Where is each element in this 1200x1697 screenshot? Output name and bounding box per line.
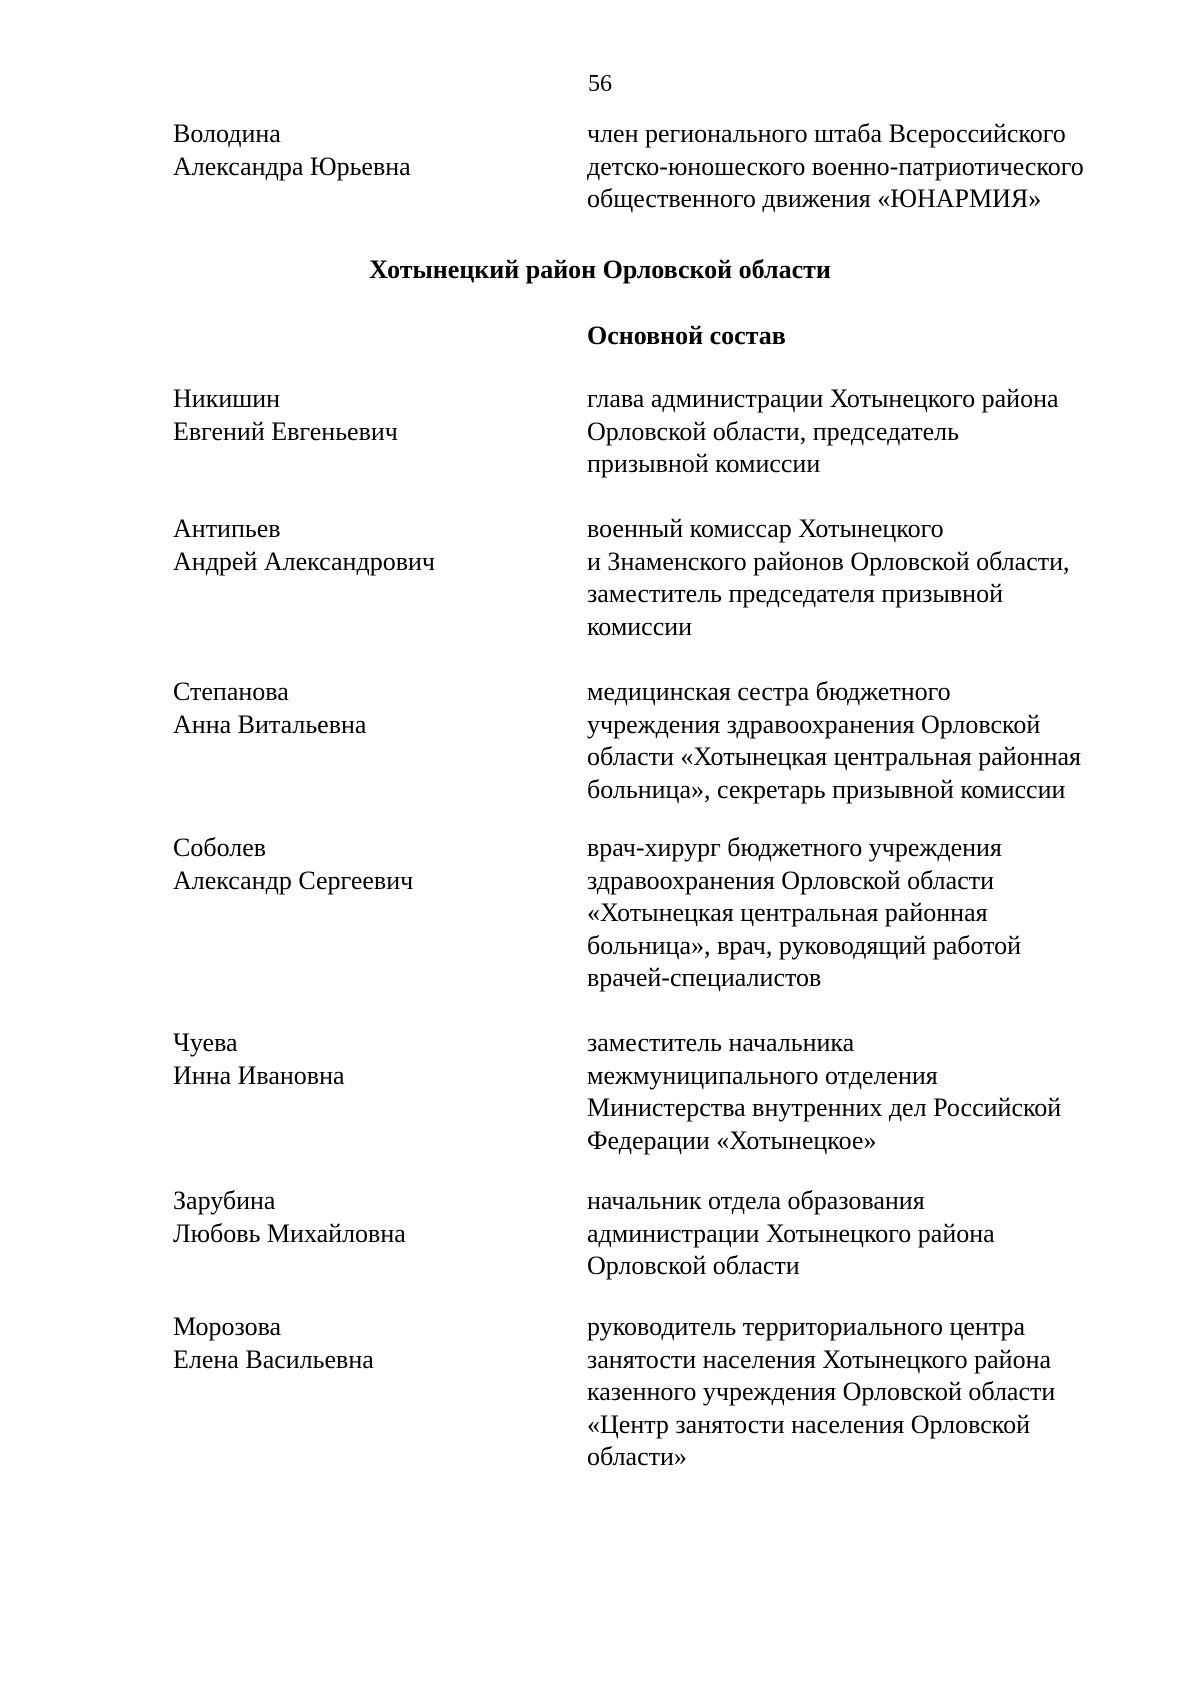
role-line: Министерства внутренних дел Российской <box>587 1093 1062 1122</box>
role-line: врач-хирург бюджетного учреждения <box>587 833 1002 862</box>
role-line: больница», секретарь призывной комиссии <box>587 774 1066 804</box>
role-line: Орловской области, председатель <box>587 416 959 446</box>
role-line: член регионального штаба Всероссийского <box>587 119 1066 148</box>
member-role <box>587 1311 1055 1474</box>
role-line: здравоохранения Орловской области <box>587 865 995 895</box>
role-line: больница», врач, руководящий работой <box>587 930 1022 960</box>
member-given-names: Любовь Михайловна <box>173 1218 406 1248</box>
role-line: медицинская сестра бюджетного <box>587 677 951 706</box>
role-line: начальник отдела образования <box>587 1186 925 1215</box>
member-surname: Никишин <box>173 384 281 413</box>
member-surname: Соболев <box>173 833 267 862</box>
role-line: области» <box>587 1442 687 1471</box>
role-line: заместитель председателя призывной <box>587 579 1003 608</box>
role-line: «Хотынецкая центральная районная <box>587 898 988 927</box>
member-given-names: Александр Сергеевич <box>173 865 414 895</box>
member-given-names: Елена Васильевна <box>173 1344 374 1374</box>
district-title: Хотынецкий район Орловской области <box>369 255 831 284</box>
member-role <box>587 832 1021 995</box>
member-name <box>173 676 366 741</box>
role-line: Федерации «Хотынецкое» <box>587 1125 877 1155</box>
page-number: 56 <box>588 71 612 97</box>
role-line: области «Хотынецкая центральная районная <box>587 742 1081 771</box>
member-given-names: Евгений Евгеньевич <box>173 416 398 446</box>
member-surname: Володина <box>173 119 281 148</box>
member-given-names: Андрей Александрович <box>173 546 435 576</box>
member-surname: Чуева <box>173 1028 238 1057</box>
member-name <box>173 118 411 183</box>
role-line: врачей-специалистов <box>587 963 822 992</box>
role-line: комиссии <box>587 611 693 641</box>
role-line: руководитель территориального центра <box>587 1312 1026 1341</box>
member-role <box>587 1185 995 1283</box>
member-given-names: Инна Ивановна <box>173 1060 345 1090</box>
role-line: Орловской области <box>587 1251 800 1280</box>
role-line: заместитель начальника <box>587 1028 855 1057</box>
member-role <box>587 676 1081 806</box>
member-surname: Степанова <box>173 677 289 706</box>
member-given-names: Анна Витальевна <box>173 709 367 739</box>
role-line: призывной комиссии <box>587 449 821 478</box>
member-surname: Зарубина <box>173 1186 276 1215</box>
section-title: Основной состав <box>587 321 786 350</box>
role-line: казенного учреждения Орловской области <box>587 1377 1056 1406</box>
role-line: «Центр занятости населения Орловской <box>587 1409 1031 1439</box>
member-role <box>587 118 1084 216</box>
member-role <box>587 383 1059 481</box>
role-line: учреждения здравоохранения Орловской <box>587 709 1041 739</box>
role-line: глава администрации Хотынецкого района <box>587 384 1059 413</box>
member-name <box>173 383 398 448</box>
member-given-names: Александра Юрьевна <box>173 151 411 181</box>
member-name <box>173 513 435 578</box>
member-surname: Антипьев <box>173 514 281 543</box>
role-line: детско-юношеского военно-патриотического <box>587 151 1084 181</box>
role-line: общественного движения «ЮНАРМИЯ» <box>587 184 1042 213</box>
role-line: администрации Хотынецкого района <box>587 1218 995 1248</box>
member-name <box>173 832 413 897</box>
member-name <box>173 1027 345 1092</box>
member-name <box>173 1185 406 1250</box>
member-role <box>587 513 1070 643</box>
role-line: межмуниципального отделения <box>587 1060 938 1090</box>
member-role <box>587 1027 1061 1157</box>
member-name <box>173 1311 374 1376</box>
role-line: и Знаменского районов Орловской области, <box>587 546 1070 576</box>
role-line: занятости населения Хотынецкого района <box>587 1344 1052 1374</box>
member-surname: Морозова <box>173 1312 282 1341</box>
role-line: военный комиссар Хотынецкого <box>587 514 944 543</box>
